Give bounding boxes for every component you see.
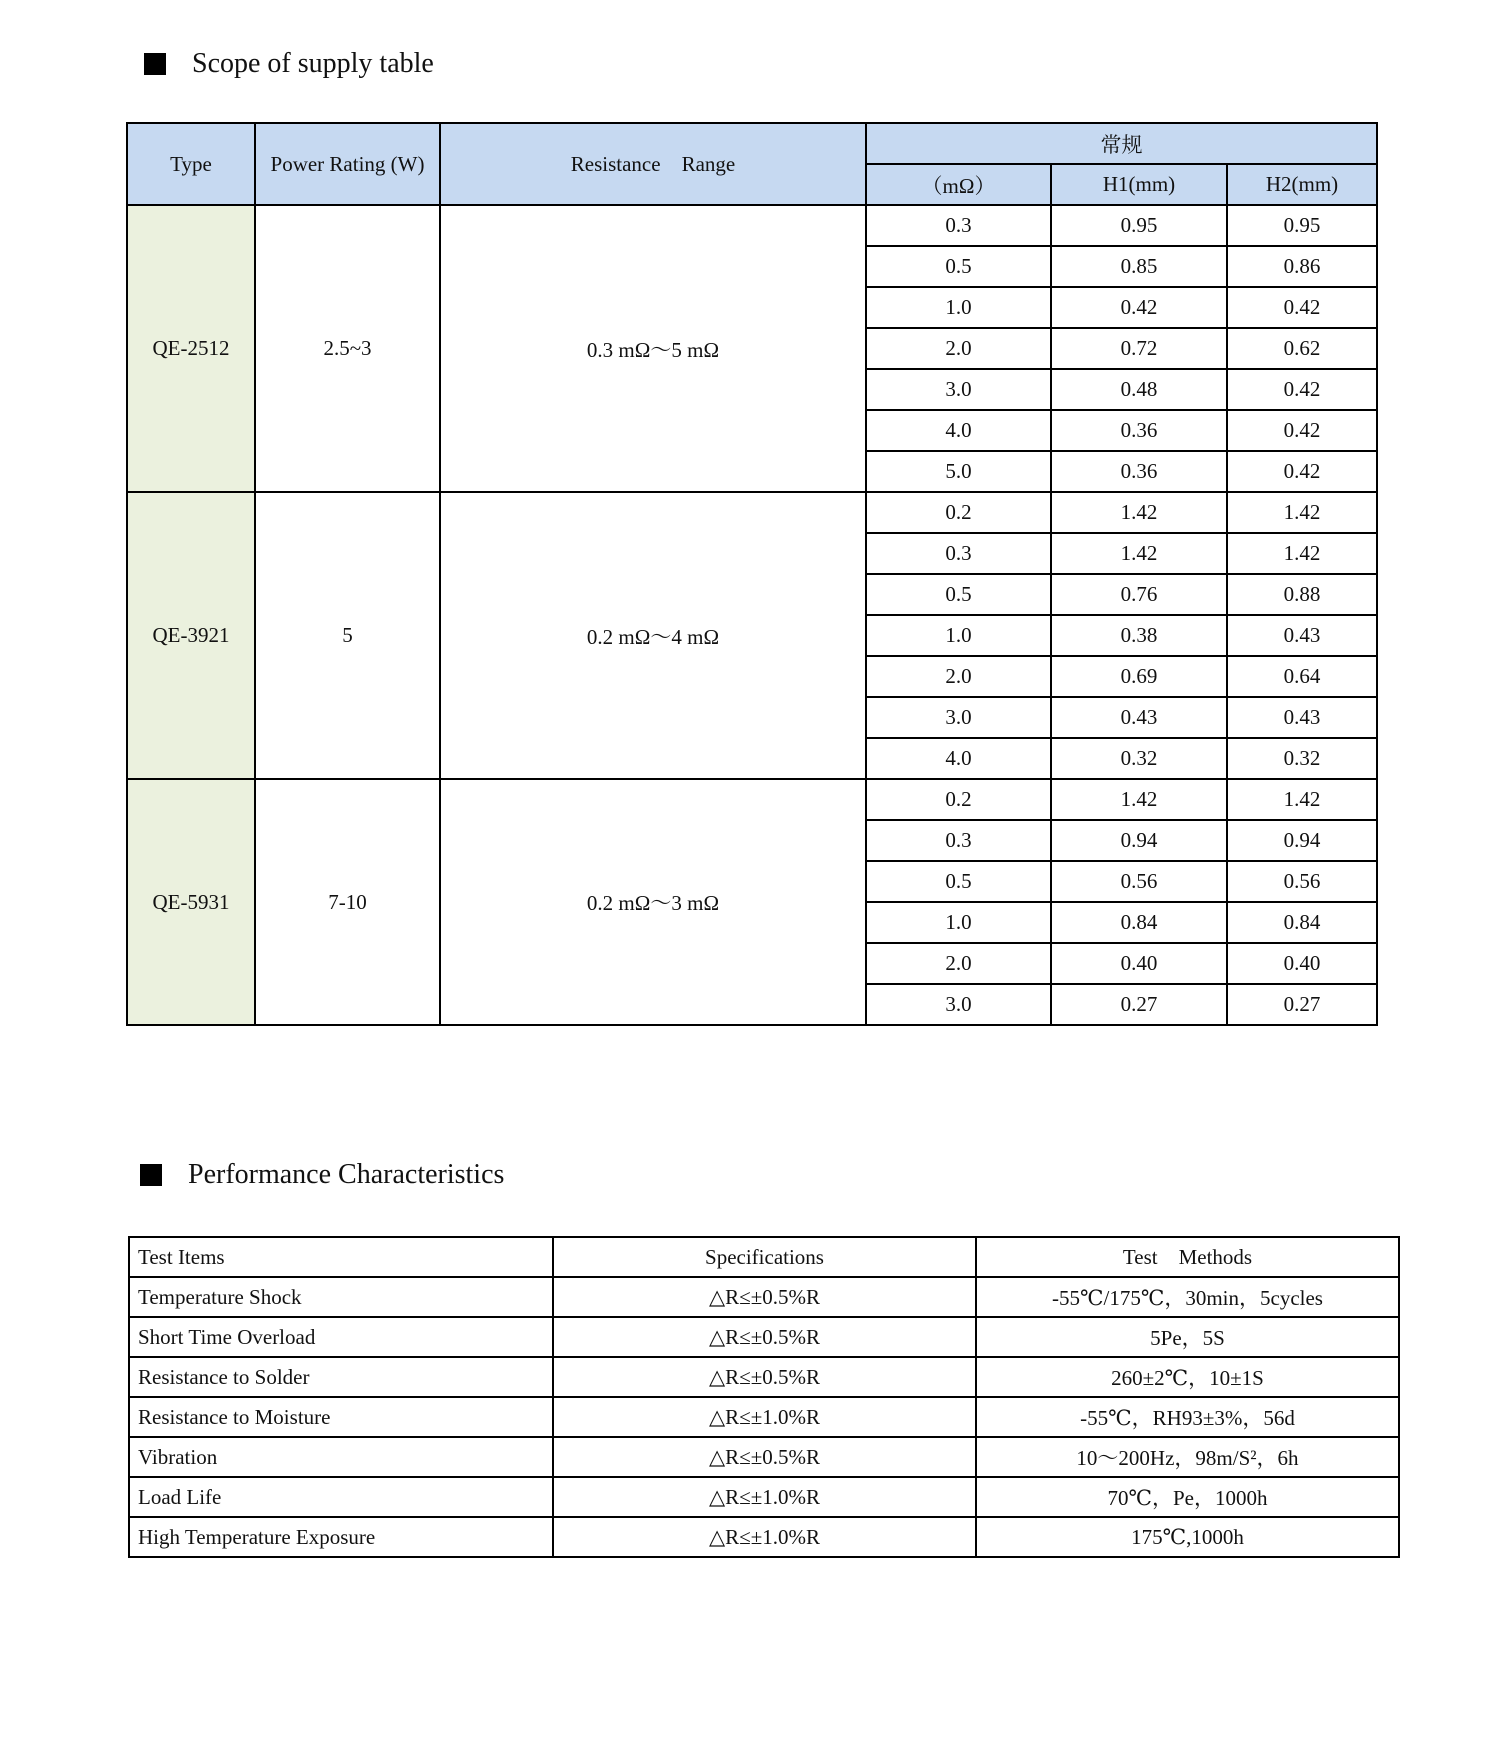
h1-cell: 0.84 (1051, 902, 1227, 943)
header-power-rating: Power Rating (W) (255, 123, 440, 205)
mohm-cell: 1.0 (866, 615, 1051, 656)
h1-cell: 0.43 (1051, 697, 1227, 738)
header-mohm: （mΩ） (866, 164, 1051, 205)
h1-cell: 0.69 (1051, 656, 1227, 697)
table-row (127, 492, 1377, 533)
square-bullet-icon (144, 53, 166, 75)
h2-cell: 0.56 (1227, 861, 1377, 902)
h1-cell: 0.85 (1051, 246, 1227, 287)
test-item-cell: Vibration (129, 1437, 553, 1477)
test-method-cell: 70℃，Pe，1000h (976, 1477, 1399, 1517)
h2-cell: 0.43 (1227, 615, 1377, 656)
h2-cell: 0.84 (1227, 902, 1377, 943)
mohm-cell: 1.0 (866, 287, 1051, 328)
table-row (129, 1277, 1399, 1317)
type-cell: QE-2512 (127, 205, 255, 492)
resistance-range-cell: 0.3 mΩ～5 mΩ (440, 205, 866, 492)
mohm-cell: 5.0 (866, 451, 1051, 492)
supply-title-text: Scope of supply table (192, 48, 434, 79)
header-resistance-range: Resistance Range (440, 123, 866, 205)
h1-cell: 1.42 (1051, 779, 1227, 820)
mohm-cell: 0.3 (866, 820, 1051, 861)
test-item-cell: High Temperature Exposure (129, 1517, 553, 1557)
performance-table (128, 1236, 1400, 1558)
h2-cell: 0.40 (1227, 943, 1377, 984)
performance-section-title (140, 1159, 504, 1191)
h1-cell: 0.72 (1051, 328, 1227, 369)
h2-cell: 0.94 (1227, 820, 1377, 861)
test-method-cell: 5Pe，5S (976, 1317, 1399, 1357)
h2-cell: 1.42 (1227, 533, 1377, 574)
h1-cell: 1.42 (1051, 492, 1227, 533)
h2-cell: 0.42 (1227, 287, 1377, 328)
header-test-items: Test Items (129, 1237, 553, 1277)
table-row (129, 1357, 1399, 1397)
h2-cell: 0.95 (1227, 205, 1377, 246)
mohm-cell: 0.5 (866, 574, 1051, 615)
h1-cell: 0.95 (1051, 205, 1227, 246)
h2-cell: 0.64 (1227, 656, 1377, 697)
specification-cell: △R≤±0.5%R (553, 1357, 976, 1397)
h1-cell: 0.48 (1051, 369, 1227, 410)
header-group: 常规 (866, 123, 1377, 164)
h1-cell: 0.76 (1051, 574, 1227, 615)
specification-cell: △R≤±0.5%R (553, 1317, 976, 1357)
table-row (127, 205, 1377, 246)
resistance-range-cell: 0.2 mΩ～4 mΩ (440, 492, 866, 779)
mohm-cell: 2.0 (866, 328, 1051, 369)
mohm-cell: 0.3 (866, 533, 1051, 574)
mohm-cell: 0.5 (866, 246, 1051, 287)
table-row (129, 1397, 1399, 1437)
supply-section-title (144, 48, 434, 80)
specification-cell: △R≤±1.0%R (553, 1397, 976, 1437)
h2-cell: 0.42 (1227, 410, 1377, 451)
h1-cell: 0.40 (1051, 943, 1227, 984)
mohm-cell: 1.0 (866, 902, 1051, 943)
mohm-cell: 3.0 (866, 697, 1051, 738)
performance-table-body (129, 1277, 1399, 1557)
test-method-cell: -55℃，RH93±3%，56d (976, 1397, 1399, 1437)
h1-cell: 0.56 (1051, 861, 1227, 902)
h2-cell: 0.27 (1227, 984, 1377, 1025)
h2-cell: 0.62 (1227, 328, 1377, 369)
h2-cell: 0.43 (1227, 697, 1377, 738)
mohm-cell: 4.0 (866, 410, 1051, 451)
h1-cell: 0.27 (1051, 984, 1227, 1025)
h2-cell: 0.86 (1227, 246, 1377, 287)
test-item-cell: Load Life (129, 1477, 553, 1517)
mohm-cell: 2.0 (866, 943, 1051, 984)
square-bullet-icon (140, 1164, 162, 1186)
header-h1: H1(mm) (1051, 164, 1227, 205)
header-test-methods: Test Methods (976, 1237, 1399, 1277)
table-row (129, 1517, 1399, 1557)
test-method-cell: -55℃/175℃，30min，5cycles (976, 1277, 1399, 1317)
test-item-cell: Resistance to Solder (129, 1357, 553, 1397)
type-cell: QE-5931 (127, 779, 255, 1025)
power-rating-cell: 2.5~3 (255, 205, 440, 492)
mohm-cell: 0.5 (866, 861, 1051, 902)
test-item-cell: Short Time Overload (129, 1317, 553, 1357)
header-type: Type (127, 123, 255, 205)
test-item-cell: Temperature Shock (129, 1277, 553, 1317)
specification-cell: △R≤±0.5%R (553, 1437, 976, 1477)
power-rating-cell: 7-10 (255, 779, 440, 1025)
supply-table (126, 122, 1378, 1026)
h2-cell: 0.42 (1227, 451, 1377, 492)
mohm-cell: 3.0 (866, 984, 1051, 1025)
h1-cell: 0.42 (1051, 287, 1227, 328)
h2-cell: 0.42 (1227, 369, 1377, 410)
resistance-range-cell: 0.2 mΩ～3 mΩ (440, 779, 866, 1025)
performance-title-text: Performance Characteristics (188, 1159, 505, 1190)
test-method-cell: 175℃,1000h (976, 1517, 1399, 1557)
h2-cell: 1.42 (1227, 492, 1377, 533)
mohm-cell: 2.0 (866, 656, 1051, 697)
h2-cell: 0.32 (1227, 738, 1377, 779)
h2-cell: 1.42 (1227, 779, 1377, 820)
h2-cell: 0.88 (1227, 574, 1377, 615)
table-row (127, 779, 1377, 820)
header-specifications: Specifications (553, 1237, 976, 1277)
specification-cell: △R≤±0.5%R (553, 1277, 976, 1317)
specification-cell: △R≤±1.0%R (553, 1517, 976, 1557)
mohm-cell: 0.3 (866, 205, 1051, 246)
test-method-cell: 10～200Hz，98m/S²，6h (976, 1437, 1399, 1477)
test-method-cell: 260±2℃，10±1S (976, 1357, 1399, 1397)
table-row (129, 1437, 1399, 1477)
header-h2: H2(mm) (1227, 164, 1377, 205)
h1-cell: 0.38 (1051, 615, 1227, 656)
h1-cell: 0.36 (1051, 451, 1227, 492)
mohm-cell: 0.2 (866, 779, 1051, 820)
h1-cell: 0.36 (1051, 410, 1227, 451)
mohm-cell: 0.2 (866, 492, 1051, 533)
mohm-cell: 4.0 (866, 738, 1051, 779)
test-item-cell: Resistance to Moisture (129, 1397, 553, 1437)
power-rating-cell: 5 (255, 492, 440, 779)
table-row (129, 1477, 1399, 1517)
h1-cell: 0.32 (1051, 738, 1227, 779)
h1-cell: 1.42 (1051, 533, 1227, 574)
table-row (129, 1317, 1399, 1357)
mohm-cell: 3.0 (866, 369, 1051, 410)
specification-cell: △R≤±1.0%R (553, 1477, 976, 1517)
type-cell: QE-3921 (127, 492, 255, 779)
supply-table-body (127, 205, 1377, 1025)
h1-cell: 0.94 (1051, 820, 1227, 861)
